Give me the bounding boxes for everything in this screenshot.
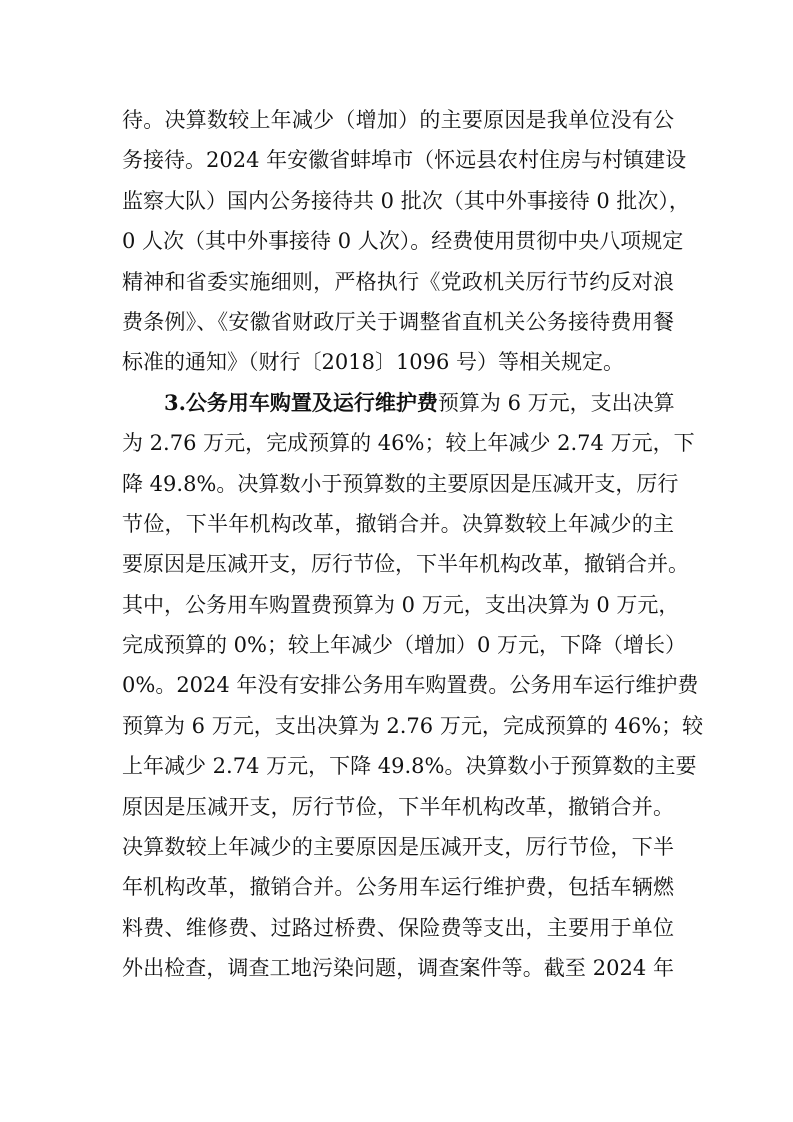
text-line: 要原因是压减开支，厉行节俭，下半年机构改革，撤销合并。 (122, 552, 689, 577)
text-line: 料费、维修费、过路过桥费、保险费等支出，主要用于单位 (122, 915, 674, 940)
text-line: 标准的通知》（财行〔2018〕1096 号）等相关规定。 (122, 350, 625, 375)
text-line: 节俭，下半年机构改革，撤销合并。决算数较上年减少的主 (122, 511, 674, 536)
text-line: 其中，公务用车购置费预算为 0 万元，支出决算为 0 万元， (122, 592, 680, 617)
text-line: 待。决算数较上年减少（增加）的主要原因是我单位没有公 (122, 108, 674, 132)
text-line: 精神和省委实施细则，严格执行《党政机关厉行节约反对浪 (122, 269, 674, 294)
text-line: 决算数较上年减少的主要原因是压减开支，厉行节俭，下半 (122, 835, 674, 860)
text-line: 年机构改革，撤销合并。公务用车运行维护费，包括车辆燃 (122, 875, 674, 900)
text-line: 完成预算的 0%；较上年减少（增加）0 万元，下降（增长） (122, 633, 687, 658)
heading-line-text: 预算为 6 万元，支出决算 (437, 390, 675, 415)
text-line: 为 2.76 万元，完成预算的 46%；较上年减少 2.74 万元，下 (122, 431, 695, 456)
section-heading: 3.公务用车购置及运行维护费 (164, 389, 438, 415)
text-line: 预算为 6 万元，支出决算为 2.76 万元，完成预算的 46%；较 (122, 713, 704, 738)
text-line: 0%。2024 年没有安排公务用车购置费。公务用车运行维护费 (122, 673, 699, 698)
text-line: 费条例》、《安徽省财政厅关于调整省直机关公务接待费用餐 (122, 309, 674, 334)
text-line: 外出检查，调查工地污染问题，调查案件等。截至 2024 年 (122, 956, 674, 981)
text-line: 监察大队）国内公务接待共 0 批次（其中外事接待 0 批次）， (122, 188, 690, 213)
paragraph-first-line (122, 383, 674, 423)
text-line: 上年减少 2.74 万元，下降 49.8%。决算数小于预算数的主要 (122, 754, 697, 779)
text-line: 降 49.8%。决算数小于预算数的主要原因是压减开支，厉行 (122, 471, 679, 496)
text-line: 0 人次（其中外事接待 0 人次）。经费使用贯彻中央八项规定 (122, 229, 684, 254)
body-text (122, 100, 704, 989)
text-line: 原因是压减开支，厉行节俭，下半年机构改革，撤销合并。 (122, 794, 674, 819)
text-line: 务接待。2024 年安徽省蚌埠市（怀远县农村住房与村镇建设 (122, 148, 687, 173)
